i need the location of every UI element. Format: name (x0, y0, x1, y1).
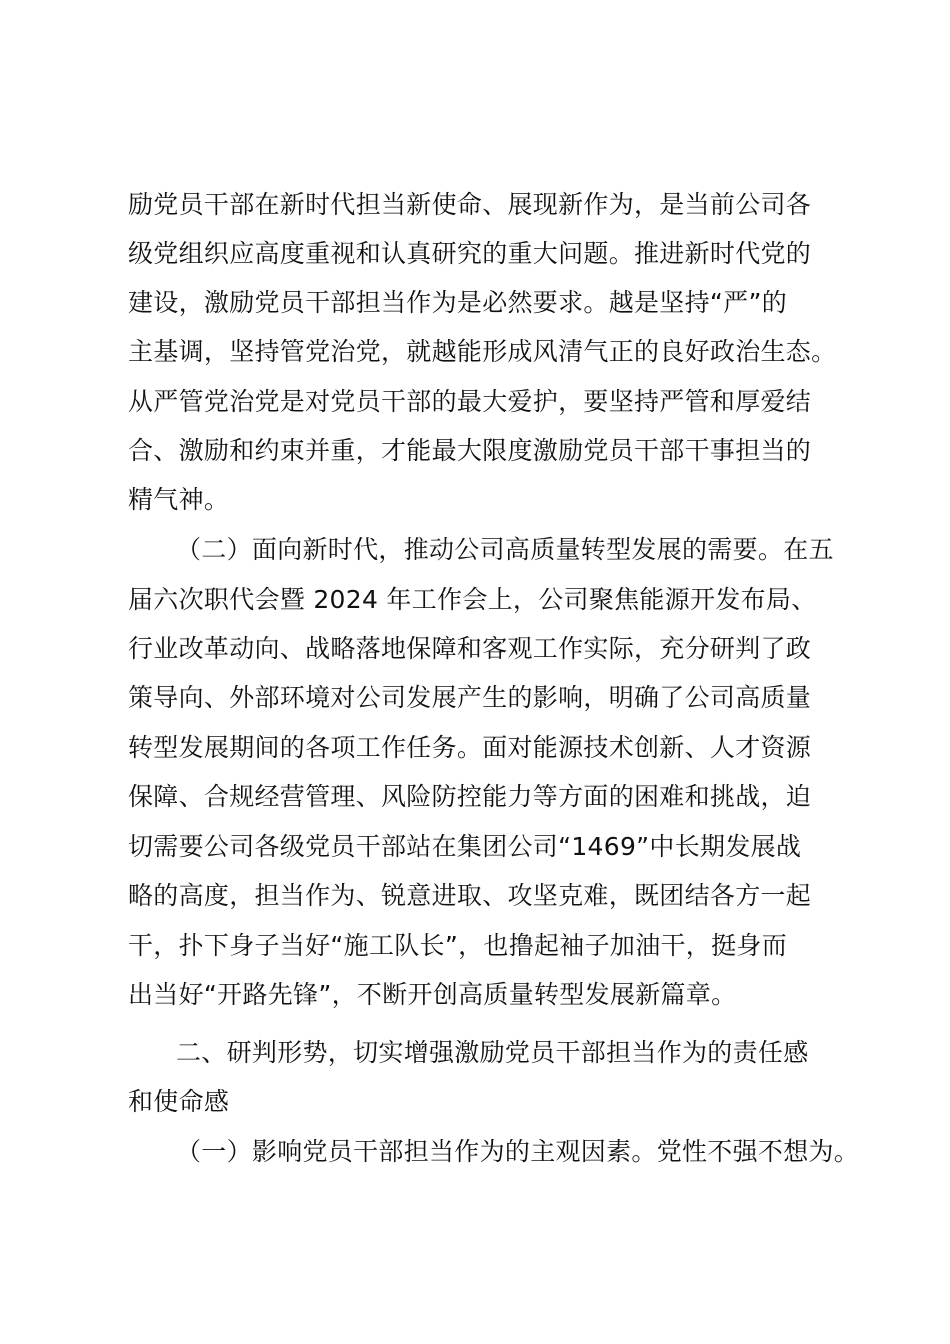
paragraph-line: 届六次职代会暨 2024 年工作会上，公司聚焦能源开发布局、 (128, 585, 817, 614)
paragraph-line: 策导向、外部环境对公司发展产生的影响，明确了公司高质量 (128, 683, 812, 712)
paragraph-line: 保障、合规经营管理、风险防控能力等方面的困难和挑战，迫 (128, 782, 812, 811)
section-heading-line: （二）面向新时代，推动公司高质量转型发展的需要。在五 (176, 535, 834, 564)
paragraph-line: 合、激励和约束并重，才能最大限度激励党员干部干事担当的 (128, 436, 812, 465)
paragraph-line: 从严管党治党是对党员干部的最大爱护，要坚持严管和厚爱结 (128, 387, 812, 416)
paragraph-line: 转型发展期间的各项工作任务。面对能源技术创新、人才资源 (128, 733, 812, 762)
paragraph-line: 级党组织应高度重视和认真研究的重大问题。推进新时代党的 (128, 239, 812, 268)
paragraph-line: 精气神。 (128, 485, 230, 514)
chapter-heading-line: 和使命感 (128, 1087, 230, 1116)
paragraph-line: 励党员干部在新时代担当新使命、展现新作为，是当前公司各 (128, 190, 812, 219)
paragraph-line: 主基调，坚持管党治党，就越能形成风清气正的良好政治生态。 (128, 337, 837, 366)
section-heading-line: （一）影响党员干部担当作为的主观因素。党性不强不想为。 (176, 1137, 860, 1166)
paragraph-line: 略的高度，担当作为、锐意进取、攻坚克难，既团结各方一起 (128, 881, 812, 910)
chapter-heading-line: 二、研判形势，切实增强激励党员干部担当作为的责任感 (176, 1038, 809, 1067)
paragraph-line: 出当好“开路先锋”，不断开创高质量转型发展新篇章。 (128, 980, 737, 1009)
paragraph-line: 切需要公司各级党员干部站在集团公司“1469”中长期发展战 (128, 832, 802, 861)
paragraph-line: 干，扑下身子当好“施工队长”，也撸起袖子加油干，挺身而 (128, 931, 788, 960)
paragraph-line: 行业改革动向、战略落地保障和客观工作实际，充分研判了政 (128, 634, 812, 663)
paragraph-line: 建设，激励党员干部担当作为是必然要求。越是坚持“严”的 (128, 288, 788, 317)
